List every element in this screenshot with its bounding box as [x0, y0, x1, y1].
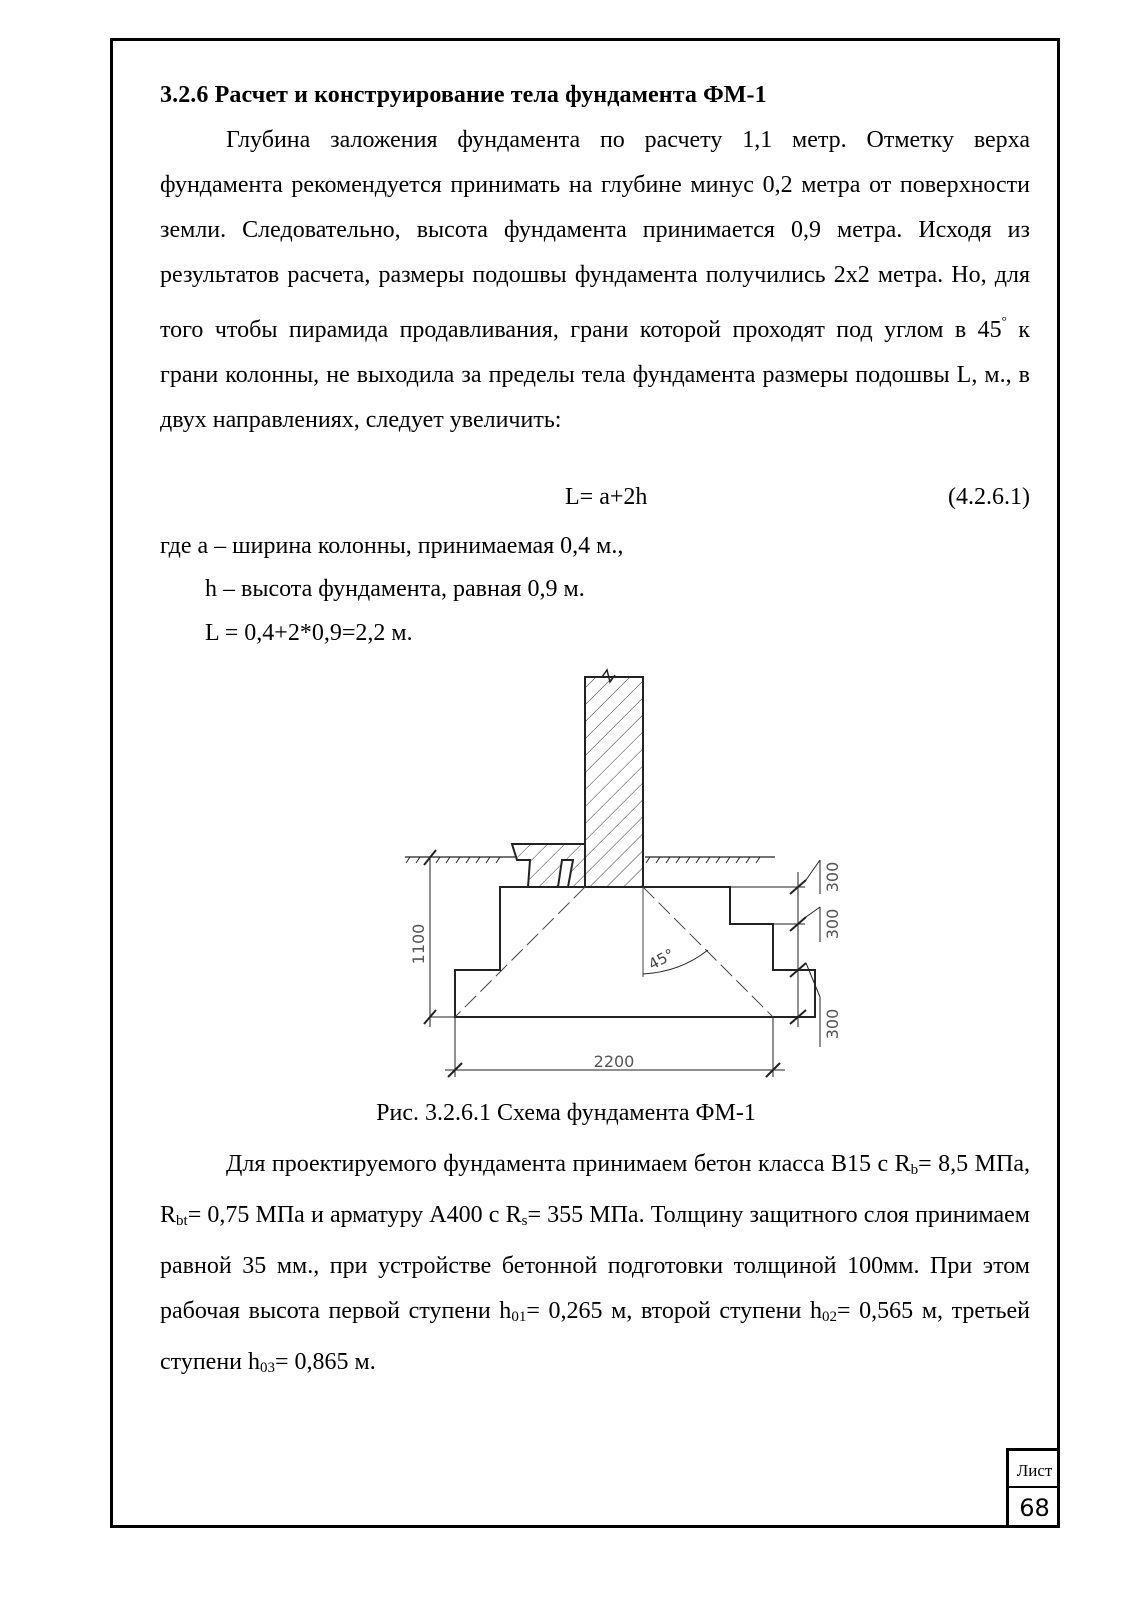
stepped-foundation — [455, 887, 815, 1017]
materials-text-5: = 0,265 м, второй ступени h — [526, 1298, 822, 1324]
materials-text-6: = 0,565 м, третьей ступени h — [160, 1298, 1031, 1375]
subscript-02: 02 — [822, 1309, 837, 1325]
paragraph-depth-text-b: к грани колонны, не выходила за пределы тела фундамента размеры подошвы L, м., в двух направлениях, следует увеличить: — [160, 317, 1030, 433]
formula: L= a+2h — [565, 484, 648, 510]
sheet-label: Лист — [1006, 1448, 1060, 1488]
sheet-number: 68 — [1006, 1488, 1060, 1528]
dim-depth-label: 1100 — [409, 923, 428, 965]
degree-sign: ° — [1001, 313, 1007, 328]
materials-text-7: = 0,865 м. — [275, 1349, 376, 1375]
sheet-stamp — [1006, 1448, 1060, 1528]
dim-step-label-1: 300 — [823, 861, 842, 893]
floor-slab — [512, 844, 585, 887]
subscript-bt: bt — [176, 1213, 188, 1229]
figure-caption: Рис. 3.2.6.1 Схема фундамента ФМ-1 — [376, 1100, 756, 1126]
subscript-03: 03 — [260, 1360, 276, 1376]
foundation-diagram — [390, 662, 870, 1087]
column — [585, 677, 643, 887]
formula-number: (4.2.6.1) — [948, 484, 1030, 510]
materials-text-4: = 355 МПа. Толщину защитного слоя принимаем равной 35 мм., при устройстве бетонной подготовки толщиной 100мм. При этом рабочая высота первой ступени h — [160, 1202, 1030, 1324]
where-h: h – высота фундамента, равная 0,9 м. — [205, 576, 585, 602]
formula-row — [160, 484, 1030, 516]
materials-text-3: = 0,75 МПа и арматуру А400 с R — [187, 1202, 522, 1228]
calculation: L = 0,4+2*0,9=2,2 м. — [205, 620, 413, 646]
dim-step-label-3: 300 — [823, 1008, 842, 1040]
dim-width-label: 2200 — [593, 1052, 635, 1071]
materials-text-2: = 8,5 МПа, R — [160, 1151, 1030, 1228]
materials-text-1: Для проектируемого фундамента принимаем бетон класса В15 с R — [226, 1151, 911, 1177]
paragraph-materials — [160, 1142, 1030, 1391]
subscript-s: s — [521, 1213, 528, 1229]
paragraph-depth-text-a: Глубина заложения фундамента по расчету 1,1 метр. Отметку верха фундамента рекомендуется принимать на глубине минус 0,2 метра от поверхности земли. Следовательно, высота фундамента принимается 0,9 метра. Исходя из результатов расчета, размеры подошвы фундамента получились 2х2 метра. Но, для того чтобы пирамида продавливания, грани которой проходят под углом в 45 — [160, 127, 1030, 343]
where-a: где a – ширина колонны, принимаемая 0,4 м., — [160, 533, 624, 559]
angle-label: 45° — [645, 945, 678, 974]
paragraph-depth — [160, 118, 1030, 443]
dim-step-label-2: 300 — [823, 908, 842, 940]
subscript-b: b — [910, 1162, 919, 1178]
section-heading: 3.2.6 Расчет и конструирование тела фундамента ФМ-1 — [160, 82, 767, 108]
subscript-01: 01 — [511, 1309, 527, 1325]
